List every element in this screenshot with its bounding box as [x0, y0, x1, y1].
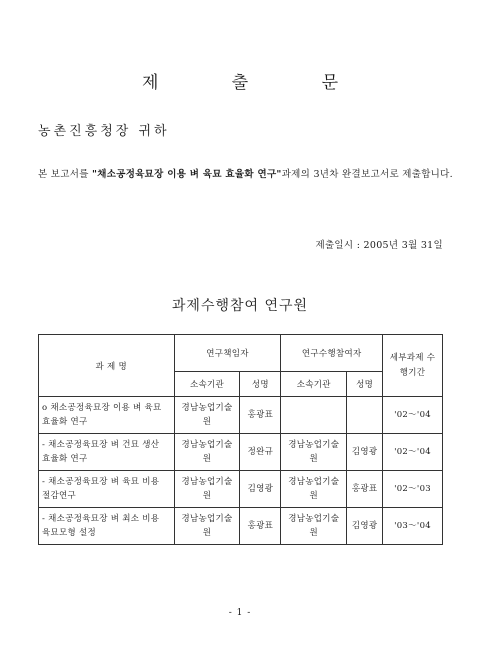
lead-name-cell: 정완규 [240, 434, 281, 471]
header-period: 세부과제 수행기간 [383, 335, 443, 397]
subheader-lead-name: 성명 [240, 372, 281, 397]
part-org-cell: 경남농업기술원 [281, 434, 347, 471]
table-title: 과제수행참여 연구원 [171, 298, 309, 314]
header-task: 과 제 명 [39, 335, 175, 397]
part-name-cell [347, 397, 383, 434]
submission-date: 제출일시 : 2005년 3월 31일 [315, 240, 443, 251]
task-cell: - 채소공정육묘장 벼 최소 비용 육묘모형 설정 [39, 508, 175, 545]
subheader-part-affiliation: 소속기관 [281, 372, 347, 397]
lead-org-cell: 경남농업기술원 [174, 471, 240, 508]
part-org-cell [281, 397, 347, 434]
statement-suffix: 과제의 3년차 완결보고서로 제출합니다. [281, 169, 453, 180]
period-cell: '02～'04 [383, 397, 443, 434]
period-cell: '03～'04 [383, 508, 443, 545]
period-cell: '02～'03 [383, 471, 443, 508]
addressee: 농촌진흥청장 귀하 [38, 124, 170, 139]
table-row [39, 434, 443, 471]
statement-prefix: 본 보고서를 [38, 169, 93, 180]
project-title: "채소공정육묘장 이용 벼 육묘 효율화 연구" [92, 169, 282, 180]
header-participant: 연구수행참여자 [281, 335, 383, 372]
period-cell: '02～'04 [383, 434, 443, 471]
part-name-cell: 김영광 [347, 508, 383, 545]
table-row [39, 471, 443, 508]
part-name-cell: 홍광표 [347, 471, 383, 508]
table-header-row [39, 335, 443, 372]
lead-name-cell: 홍광표 [240, 508, 281, 545]
subheader-lead-affiliation: 소속기관 [174, 372, 240, 397]
task-cell: - 채소공정육묘장 벼 육묘 비용 절감연구 [39, 471, 175, 508]
lead-org-cell: 경남농업기술원 [174, 397, 240, 434]
table-row [39, 508, 443, 545]
table-row [39, 397, 443, 434]
lead-name-cell: 홍광표 [240, 397, 281, 434]
lead-org-cell: 경남농업기술원 [174, 434, 240, 471]
lead-org-cell: 경남농업기술원 [174, 508, 240, 545]
header-lead: 연구책임자 [174, 335, 281, 372]
lead-name-cell: 김영광 [240, 471, 281, 508]
submission-statement [38, 163, 458, 186]
subheader-part-name: 성명 [347, 372, 383, 397]
task-cell: o 채소공정육묘장 이용 벼 육묘 효율화 연구 [39, 397, 175, 434]
part-org-cell: 경남농업기술원 [281, 471, 347, 508]
document-title: 제 출 문 [141, 73, 373, 93]
page-number: - 1 - [228, 608, 252, 618]
task-cell: - 채소공정육묘장 벼 건묘 생산 효율화 연구 [39, 434, 175, 471]
part-name-cell: 김영광 [347, 434, 383, 471]
part-org-cell: 경남농업기술원 [281, 508, 347, 545]
researchers-table [38, 334, 443, 545]
